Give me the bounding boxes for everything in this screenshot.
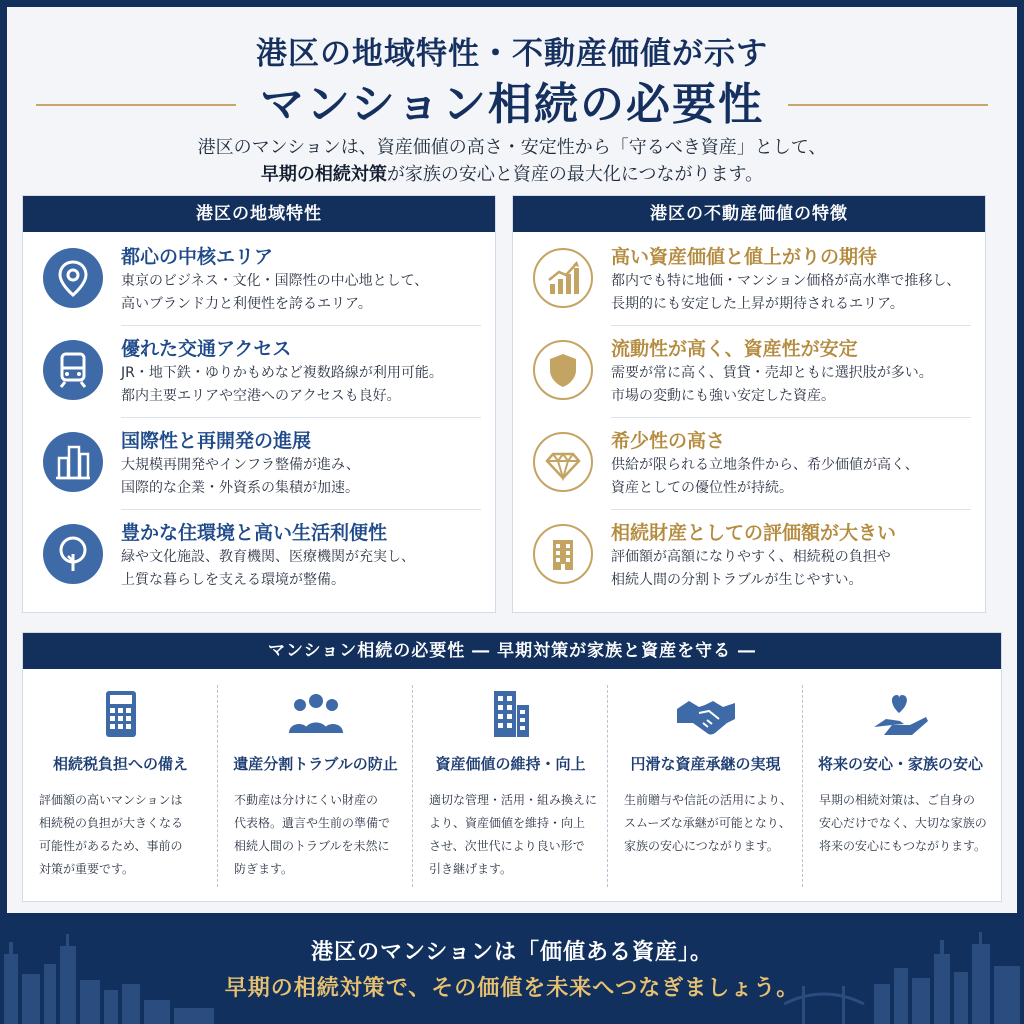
intro-emphasis: 早期の相続対策 [260,164,387,185]
list-item [23,326,497,418]
page-title: マンション相続の必要性 [259,79,765,130]
desc-line: 評価額の高いマンションは [39,793,183,807]
item-desc-line: 長期的にも安定した上昇が期待されるエリア。 [611,296,904,312]
item-desc-line: 供給が限られる立地条件から、希少価値が高く、 [611,457,919,473]
map-pin-icon [43,248,103,308]
intro-line-2 [0,161,1024,188]
item-desc-line: 資産としての優位性が持続。 [611,480,793,496]
heart-hand-icon [870,689,932,743]
column-description [429,789,601,881]
item-desc-line: 都内主要エリアや空港へのアクセスも良好。 [121,388,401,404]
column-title: 相続税負担への備え [52,755,188,773]
block-title: マンション相続の必要性 ― 早期対策が家族と資産を守る ― [23,633,1001,669]
shield-icon [533,340,593,400]
building-icon [533,524,593,584]
real-estate-value-panel [512,195,986,613]
item-desc-line: 市場の変動にも強い安定した資産。 [611,388,835,404]
family-icon [285,689,347,743]
column-description [39,789,211,881]
necessity-column [803,681,998,891]
desc-line: 対策が重要です。 [39,862,135,876]
item-description [611,270,981,316]
buildings-icon [43,432,103,492]
regional-characteristics-panel [22,195,496,613]
list-item [513,234,987,326]
item-title: 希少性の高さ [611,430,726,452]
desc-line: 家族の安心につながります。 [624,839,779,853]
item-desc-line: 大規模再開発やインフラ整備が進み、 [121,457,360,473]
list-item [23,510,497,602]
item-desc-line: 評価額が高額になりやすく、相続税の負担や [611,549,891,565]
column-description [819,789,991,858]
item-desc-line: 緑や文化施設、教育機関、医療機関が充実し、 [121,549,415,565]
item-description [121,270,491,316]
item-title: 優れた交通アクセス [121,338,292,360]
panel-title: 港区の不動産価値の特徴 [513,196,985,232]
necessity-column [218,681,413,891]
item-title: 相続財産としての評価額が大きい [611,522,897,544]
necessity-column [608,681,803,891]
column-description [624,789,796,858]
intro-line-1: 港区のマンションは、資産価値の高さ・安定性から「守るべき資産」として、 [197,137,827,158]
desc-line: 相続税の負担が大きくなる [39,816,184,830]
desc-line: 安心だけでなく、大切な家族の [819,816,987,830]
desc-line: 早期の相続対策は、ご自身の [819,793,976,807]
desc-line: 防ぎます。 [234,862,294,876]
item-desc-line: 上質な暮らしを支える環境が整備。 [121,572,345,588]
desc-line: 適切な管理・活用・組み換えに [429,793,598,807]
desc-line: 生前贈与や信託の活用により、 [624,793,793,807]
title-divider-right [788,104,988,106]
desc-line: させ、次世代により良い形で [429,839,585,853]
necessity-column [23,681,218,891]
item-description [611,454,981,500]
intro-text [0,134,1024,188]
panel-title: 港区の地域特性 [23,196,495,232]
list-item [513,326,987,418]
item-desc-line: 相続人間の分割トラブルが生じやすい。 [611,572,863,588]
page-subtitle: 港区の地域特性・不動産価値が示す [256,36,768,72]
desc-line: 可能性があるため、事前の [39,839,183,853]
item-title: 流動性が高く、資産性が安定 [611,338,858,360]
list-item [23,234,497,326]
desc-line: 将来の安心にもつながります。 [819,839,987,853]
necessity-column [413,681,608,891]
column-description [234,789,406,881]
list-item [513,418,987,510]
footer-headline: 港区のマンションは「価値ある資産」。 [310,940,713,965]
column-title: 円滑な資産承継の実現 [630,755,781,773]
item-desc-line: 東京のビジネス・文化・国際性の中心地として、 [121,273,429,289]
item-desc-line: 需要が常に高く、賃貸・売却ともに選択肢が多い。 [611,365,933,381]
handshake-icon [675,689,737,743]
desc-line: スムーズな承継が可能となり、 [624,816,791,830]
train-icon [43,340,103,400]
tree-icon [43,524,103,584]
item-desc-line: 国際的な企業・外資系の集積が加速。 [121,480,359,496]
calculator-icon [90,689,152,743]
diamond-icon [533,432,593,492]
page-title-wrap [0,68,1024,130]
footer-banner [0,913,1024,1024]
item-desc-line: 高いブランド力と利便性を誇るエリア。 [121,296,372,312]
inheritance-necessity-block [22,632,1002,902]
item-title: 高い資産価値と値上がりの期待 [611,246,878,268]
item-description [611,546,981,592]
desc-line: 不動産は分けにくい財産の [234,793,379,807]
list-item [513,510,987,602]
office-building-icon [480,689,542,743]
column-title: 将来の安心・家族の安心 [817,755,983,773]
column-title: 遺産分割トラブルの防止 [233,755,398,773]
desc-line: 相続人間のトラブルを未然に [234,839,390,853]
footer-call-to-action: 早期の相続対策で、その価値を未来へつなぎましょう。 [224,976,800,1001]
desc-line: 引き継げます。 [429,862,513,876]
item-desc-line: 都内でも特に地価・マンション価格が高水準で推移し、 [611,273,961,289]
item-description [121,454,491,500]
item-title: 国際性と再開発の進展 [121,430,312,452]
intro-line-2-rest: が家族の安心と資産の最大化につながります。 [386,164,764,185]
item-desc-line: JR・地下鉄・ゆりかもめなど複数路線が利用可能。 [121,365,443,381]
rising-chart-icon [533,248,593,308]
item-title: 豊かな住環境と高い生活利便性 [121,522,388,544]
item-description [611,362,981,408]
item-description [121,546,491,592]
item-description [121,362,491,408]
desc-line: より、資産価値を維持・向上 [429,816,586,830]
desc-line: 代表格。遺言や生前の準備で [234,816,391,830]
list-item [23,418,497,510]
column-title: 資産価値の維持・向上 [435,755,586,773]
item-title: 都心の中核エリア [121,246,274,268]
